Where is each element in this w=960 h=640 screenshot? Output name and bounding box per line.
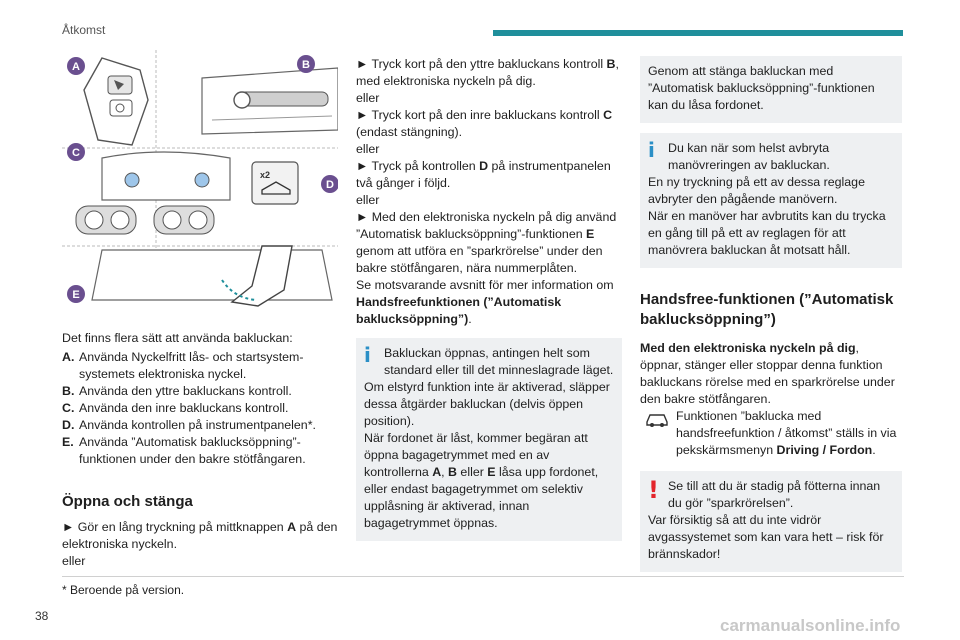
heading-open-close: Öppna och stänga: [62, 493, 193, 510]
info-icon: i: [364, 343, 371, 367]
step-text: ► Med den elektroniska nyckeln på dig använd ”Automatisk baklucksöppning”-funktionen E genom att utföra en ”sparkrörelse” under den bakre stötfångaren, nära nummerplåten.: [356, 210, 617, 275]
car-icon: [644, 410, 670, 428]
step-text: ► Gör en lång tryckning på mittknappen A på den elektroniska nyckeln.: [62, 520, 338, 551]
trunk-controls-illustration: [62, 50, 338, 320]
or-text: eller: [356, 91, 380, 105]
intro-text: Det finns flera sätt att använda bakluckan:: [62, 331, 293, 345]
header-accent-bar: [493, 30, 903, 36]
figure-label-a: [67, 57, 85, 75]
figure-label-c: [67, 143, 85, 161]
svg-text:A: A: [72, 61, 80, 73]
handsfree-text: Med den elektroniska nyckeln på dig, öppnar, stänger eller stoppar denna funktion bakluckans rörelse med en sparkrörelse under den bakre stötfångaren.: [640, 341, 895, 406]
list-item: A. Använda Nyckelfritt lås- och startsystem-systemets elektroniska nyckel.: [62, 350, 304, 381]
column-3: [640, 56, 902, 582]
svg-text:B: B: [302, 59, 310, 71]
info-note: i Du kan när som helst avbryta manövreringen av bakluckan. En ny tryckning på ett av dessa reglage avbryter den pågående manövern. När en manöver har avbrutits kan du trycka en gång till på ett av reglagen för att manövrera bakluckan åt motsatt håll.: [640, 133, 902, 268]
list-item: E. Använda ”Automatisk baklucksöppning”-funktionen under den bakre stötfångaren.: [62, 435, 306, 466]
figure-label-d: [321, 175, 338, 193]
page-number: 38: [35, 609, 49, 623]
lock-note: Genom att stänga bakluckan med ”Automatisk baklucksöppning”-funktionen kan du låsa fordonet.: [640, 56, 902, 123]
or-text: eller: [356, 142, 380, 156]
svg-text:x2: x2: [260, 170, 271, 180]
column-2: [356, 56, 622, 551]
interior-buttons-drawing: [76, 152, 230, 234]
step-text: ► Tryck på kontrollen D på instrumentpanelen två gånger i följd.: [356, 159, 611, 190]
footnote: * Beroende på version.: [62, 583, 185, 597]
figure-label-e: [67, 285, 85, 303]
footer-divider: [62, 576, 904, 577]
list-item: B. Använda den yttre bakluckans kontroll.: [62, 384, 292, 398]
info-note: i Bakluckan öppnas, antingen helt som standard eller till det minneslagrade läget. Om elstyrd funktion inte är aktiverad, släpper dessa åtgärder bakluckan (delvis öppen position). När fordonet är låst, kommer begäran att öppna bagagetrymmet med en av kontrollerna A, B eller E låsa upp fordonet, eller endast bagagetrymmet om selektiv upplåsning är aktiverad, innan bagagetrymmet öppnas.: [356, 338, 622, 541]
column-1: [62, 330, 338, 570]
section-title: Åtkomst: [62, 23, 106, 37]
info-icon: i: [648, 138, 655, 162]
watermark: carmanualsonline.info: [720, 616, 901, 635]
svg-text:C: C: [72, 147, 80, 159]
figure-label-b: [297, 55, 315, 73]
key-fob-drawing: [84, 58, 148, 145]
step-text: ► Tryck kort på den yttre bakluckans kontroll B, med elektroniska nyckeln på dig.: [356, 57, 619, 88]
svg-text:D: D: [326, 179, 334, 191]
dashboard-button-drawing: [252, 162, 298, 204]
warning-note: ! Se till att du är stadig på fötterna innan du gör ”sparkrörelsen”. Var försiktig så att du inte vidrör avgassystemet som kan vara hett – risk för brännskador!: [640, 471, 902, 572]
list-item: C. Använda den inre bakluckans kontroll.: [62, 401, 289, 415]
setting-row: Funktionen ”baklucka med handsfreefunktion / åtkomst” ställs in via pekskärmsmenyn Driving / Fordon.: [640, 408, 902, 459]
heading-handsfree: Handsfree-funktionen (”Automatisk baklucksöppning”): [640, 291, 894, 328]
exterior-handle-drawing: [202, 68, 338, 134]
reference-text: Se motsvarande avsnitt för mer information om Handsfreefunktionen (”Automatisk baklucksöppning”).: [356, 278, 614, 326]
kick-sensor-drawing: [92, 246, 332, 306]
warning-icon: !: [648, 476, 659, 504]
step-text: ► Tryck kort på den inre bakluckans kontroll C (endast stängning).: [356, 108, 613, 139]
svg-text:E: E: [72, 289, 80, 301]
list-item: D. Använda kontrollen på instrumentpanelen*.: [62, 418, 316, 432]
or-text: eller: [62, 554, 86, 568]
or-text: eller: [356, 193, 380, 207]
